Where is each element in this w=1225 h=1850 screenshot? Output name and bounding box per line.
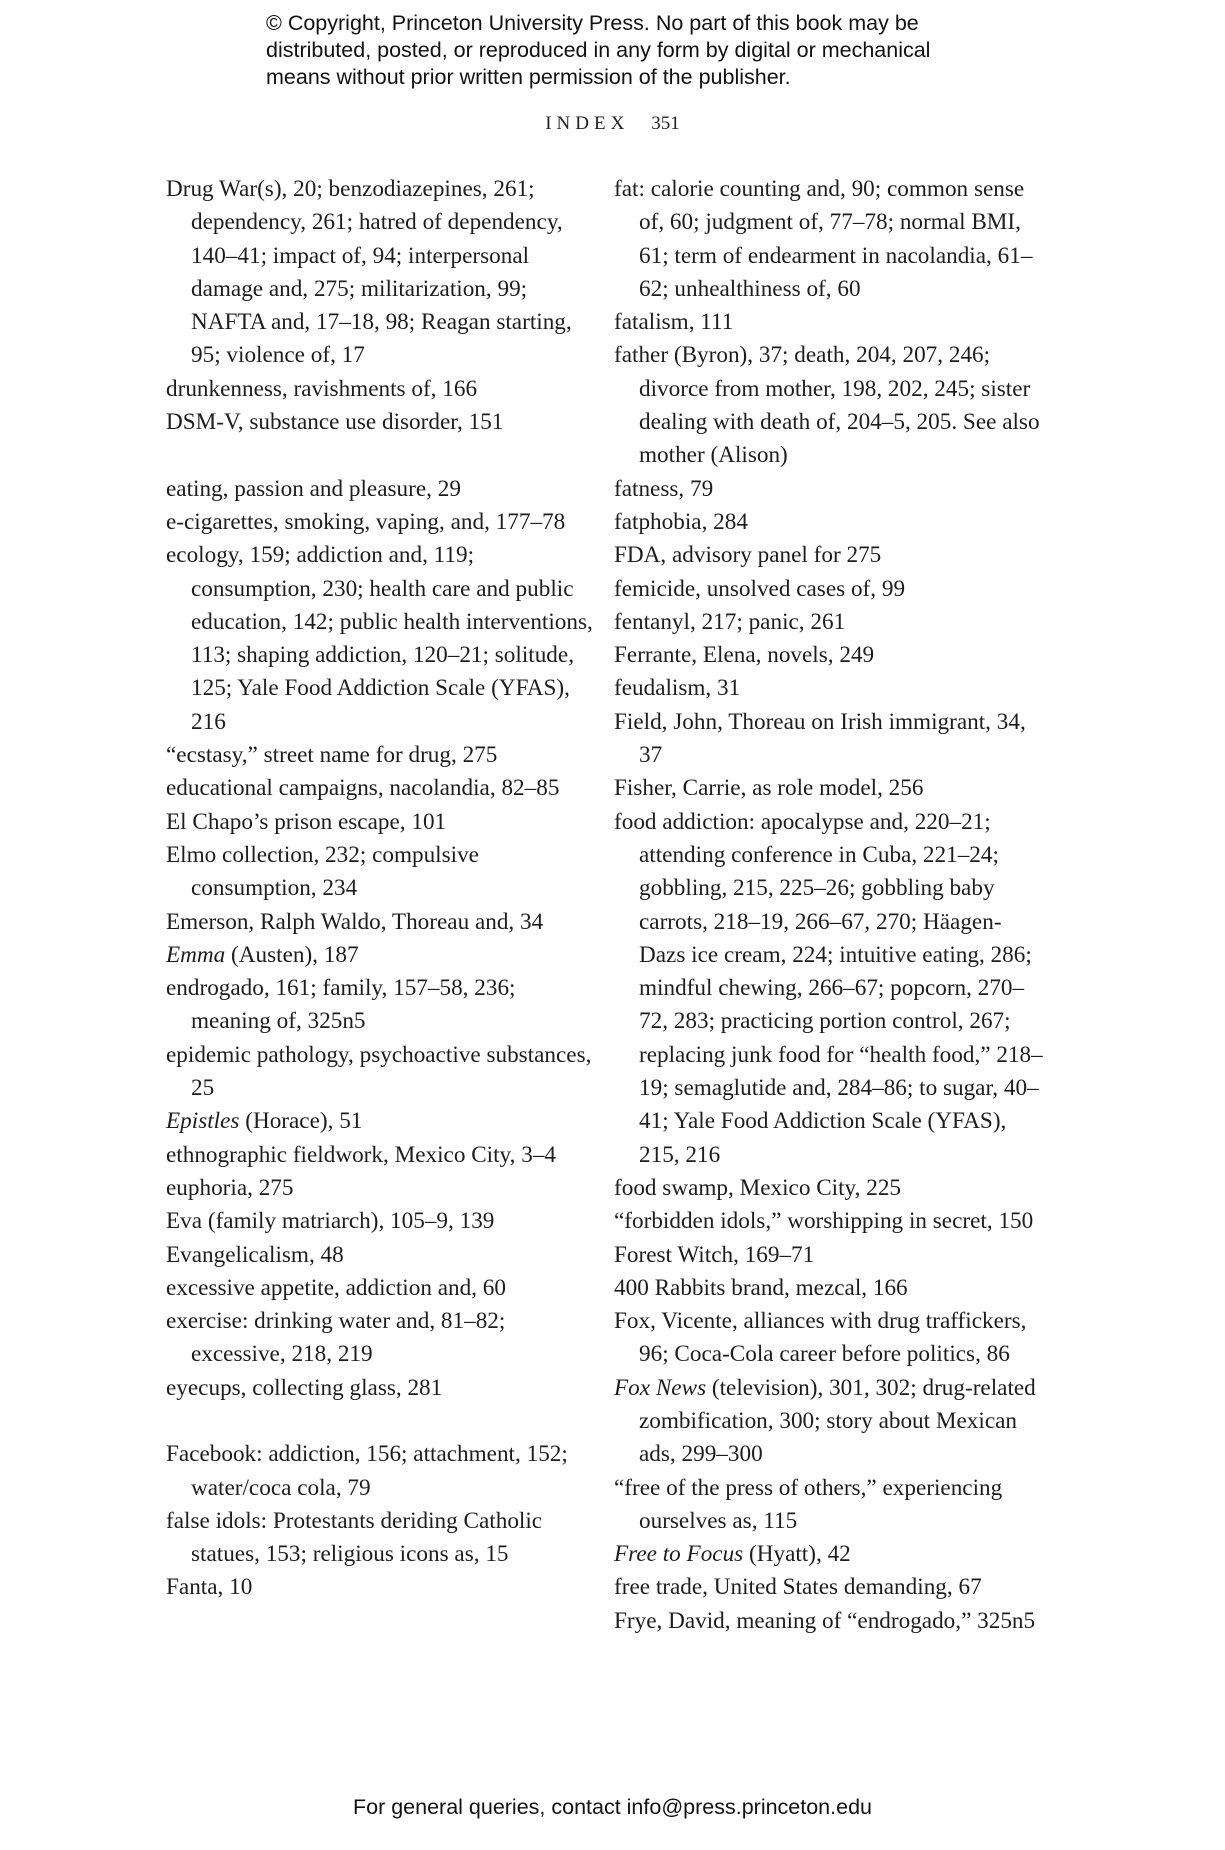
index-entry: excessive appetite, addiction and, 60 xyxy=(166,1274,506,1301)
index-entry: FDA, advisory panel for 275 xyxy=(614,542,882,569)
index-entry: eyecups, collecting glass, 281 xyxy=(166,1374,443,1401)
section-gap xyxy=(166,439,596,472)
index-entry: drunkenness, ravishments of, 166 xyxy=(166,375,478,402)
index-entry: 400 Rabbits brand, mezcal, 166 xyxy=(614,1274,908,1301)
index-entry: Field, John, Thoreau on Irish immigrant, 34, 37 xyxy=(614,708,1026,769)
index-entry: e-cigarettes, smoking, vaping, and, 177–78 xyxy=(166,508,566,535)
index-entry: fat: calorie counting and, 90; common sense of, 60; judgment of, 77–78; normal BMI, 61; term of endearment in nacolandia, 61–62; unhealthiness of, 60 xyxy=(614,176,1033,302)
index-entry: Frye, David, meaning of “endrogado,” 325n5 xyxy=(614,1607,1036,1634)
copyright-line: © Copyright, Princeton University Press. No part of this book may be xyxy=(266,11,919,35)
index-entry xyxy=(614,1372,1046,1472)
section-gap xyxy=(166,1405,596,1438)
index-entry: euphoria, 275 xyxy=(166,1174,294,1201)
index-column-right xyxy=(614,173,1046,1638)
index-entry: Forest Witch, 169–71 xyxy=(614,1241,815,1268)
index-entry: fatphobia, 284 xyxy=(614,508,748,535)
index-entry-text: (Austen), 187 xyxy=(225,941,359,968)
index-entry: Facebook: addiction, 156; attachment, 152; water/coca cola, 79 xyxy=(166,1441,568,1501)
running-head-label: INDEX xyxy=(545,113,630,134)
index-entry: Ferrante, Elena, novels, 249 xyxy=(614,642,875,669)
index-entry: ethnographic fieldwork, Mexico City, 3–4 xyxy=(166,1141,557,1168)
page-number: 351 xyxy=(651,113,680,134)
index-entry-title: Fox News xyxy=(614,1374,707,1401)
index-entry: fatness, 79 xyxy=(614,475,714,502)
index-column-left xyxy=(166,173,596,1605)
index-entry: femicide, unsolved cases of, 99 xyxy=(614,575,906,602)
index-entry: fentanyl, 217; panic, 261 xyxy=(614,608,846,635)
index-entry: El Chapo’s prison escape, 101 xyxy=(166,808,447,835)
index-entry: Evangelicalism, 48 xyxy=(166,1241,344,1268)
index-entry: epidemic pathology, psychoactive substances, 25 xyxy=(166,1041,592,1102)
index-entry: exercise: drinking water and, 81–82; excessive, 218, 219 xyxy=(166,1308,506,1368)
index-entry xyxy=(166,939,596,972)
index-entry: father (Byron), 37; death, 204, 207, 246; divorce from mother, 198, 202, 245; sister dealing with death of, 204–5, 205. See also mother (Alison) xyxy=(614,342,1040,469)
index-entry-text: (Hyatt), 42 xyxy=(743,1541,851,1568)
index-entry: Drug War(s), 20; benzodiazepines, 261; dependency, 261; hatred of dependency, 140–41; impact of, 94; interpersonal damage and, 275; militarization, 99; NAFTA and, 17–18, 98; Reagan starting, 95; violence of, 17 xyxy=(166,176,572,369)
copyright-line: means without prior written permission of the publisher. xyxy=(266,65,791,89)
index-entry: ecology, 159; addiction and, 119; consumption, 230; health care and public education, 142; public health interventions, 113; shaping addiction, 120–21; solitude, 125; Yale Food Addiction Scale (YFAS), 216 xyxy=(166,542,593,735)
index-entry: food addiction: apocalypse and, 220–21; attending conference in Cuba, 221–24; gobbling, 215, 225–26; gobbling baby carrots, 218–19, 266–67, 270; Häagen-Dazs ice cream, 224; intuitive eating, 286; mindful chewing, 266–67; popcorn, 270–72, 283; practicing portion control, 267; replacing junk food for “health food,” 218–19; semaglutide and, 284–86; to sugar, 40–41; Yale Food Addiction Scale (YFAS), 215, 216 xyxy=(614,808,1043,1168)
index-entry: food swamp, Mexico City, 225 xyxy=(614,1174,902,1201)
index-entry: “forbidden idols,” worshipping in secret, 150 xyxy=(614,1208,1034,1235)
index-entry-title: Emma xyxy=(166,941,226,968)
index-entry: Eva (family matriarch), 105–9, 139 xyxy=(166,1208,495,1235)
copyright-line: distributed, posted, or reproduced in any form by digital or mechanical xyxy=(266,38,931,62)
index-entry xyxy=(614,1538,1046,1571)
index-entry: Fanta, 10 xyxy=(166,1574,253,1601)
index-entry: Emerson, Ralph Waldo, Thoreau and, 34 xyxy=(166,908,544,935)
index-entry-title: Epistles xyxy=(166,1108,240,1135)
index-entry: Fisher, Carrie, as role model, 256 xyxy=(614,775,924,802)
index-entry-text: (television), 301, 302; drug-related zombification, 300; story about Mexican ads, 299–300 xyxy=(639,1374,1036,1468)
copyright-notice xyxy=(266,10,1026,91)
index-entry xyxy=(166,1105,596,1138)
index-entry-title: Free to Focus xyxy=(614,1541,744,1568)
index-entry: eating, passion and pleasure, 29 xyxy=(166,475,461,502)
index-entry: feudalism, 31 xyxy=(614,675,741,702)
index-entry: “ecstasy,” street name for drug, 275 xyxy=(166,742,498,769)
index-entry: Fox, Vicente, alliances with drug traffickers, 96; Coca-Cola career before politics, 86 xyxy=(614,1308,1027,1368)
index-entry: fatalism, 111 xyxy=(614,309,734,336)
index-entry: Elmo collection, 232; compulsive consumption, 234 xyxy=(166,841,479,902)
index-entry: free trade, United States demanding, 67 xyxy=(614,1574,982,1601)
running-head xyxy=(0,113,1225,135)
index-entry: educational campaigns, nacolandia, 82–85 xyxy=(166,775,560,802)
index-entry-text: (Horace), 51 xyxy=(239,1108,363,1135)
index-entry: false idols: Protestants deriding Catholic statues, 153; religious icons as, 15 xyxy=(166,1507,543,1568)
index-entry: DSM-V, substance use disorder, 151 xyxy=(166,409,504,436)
footer-contact: For general queries, contact info@press.princeton.edu xyxy=(352,1795,872,1819)
index-entry: endrogado, 161; family, 157–58, 236; meaning of, 325n5 xyxy=(166,975,516,1035)
index-entry: “free of the press of others,” experiencing ourselves as, 115 xyxy=(614,1474,1003,1534)
